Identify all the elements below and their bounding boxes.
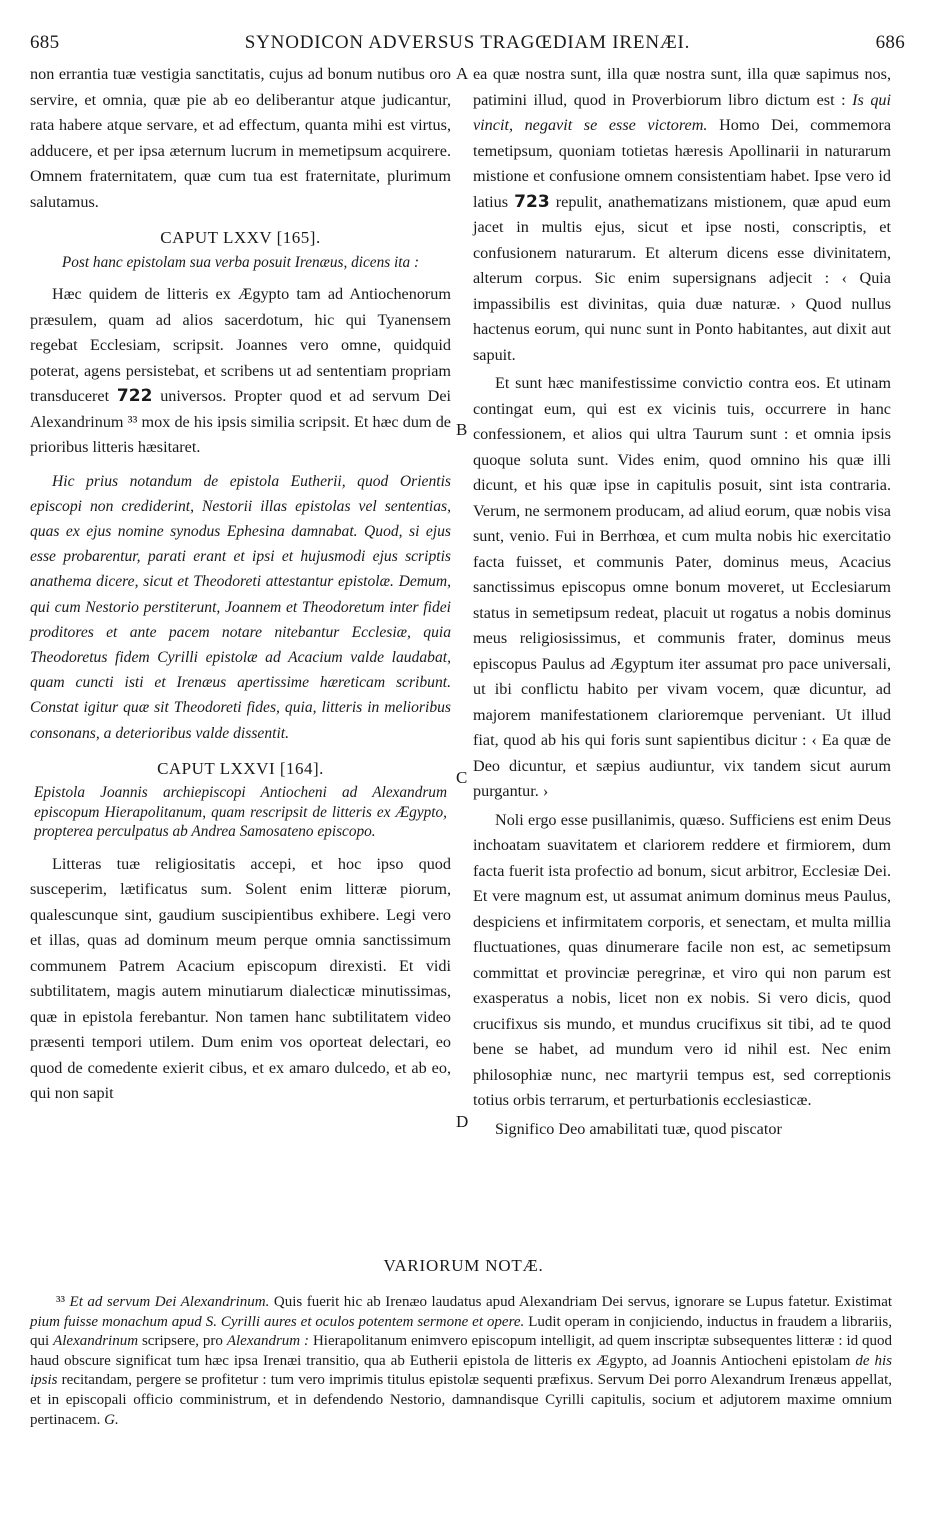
italic-run: Alexandrinum: [53, 1333, 139, 1350]
chapter-75-paragraph: [30, 282, 451, 461]
italic-run: de his ipsis: [30, 1352, 892, 1389]
page-number-right: 686: [875, 32, 905, 53]
footnote-number: ³³: [56, 1294, 65, 1310]
footnote-signature: G.: [104, 1411, 119, 1428]
text-run: scripsere, pro: [141, 1333, 223, 1350]
margin-letter-a: A: [456, 64, 469, 83]
marginal-number-723: 723: [514, 191, 550, 212]
italic-run: Alexandrum :: [226, 1333, 310, 1350]
chapter-76-title: CAPUT LXXVI [164].: [157, 758, 324, 778]
page-header: [30, 32, 905, 62]
right-paragraph-4: Significo Deo amabilitati tuæ, quod piscator: [495, 1119, 782, 1138]
footnote-lemma: Et ad servum Dei Alexandrinum.: [69, 1294, 270, 1310]
text-run: repulit, anathematizans mistionem, quæ apud eum jacet in multis ejus, sicut et ipse nosti, conscriptis, et confusionem naturarum. Et alterum dicens esse divinitatem, alterum corpus. Sic enim supersignans adjecit : ‹ Quia impassibilis est divinitas, quia duæ naturæ. › Quod nullus hactenus eorum, qui nunc sunt in Ponto habitantes, aut dixit aut sapuit.: [473, 192, 892, 364]
margin-letter-b: B: [456, 420, 468, 439]
running-title: SYNODICON ADVERSUS TRAGŒDIAM IRENÆI.: [244, 32, 691, 53]
text-run: Hæc quidem de litteris ex Ægypto tam ad Antiochenorum præsulem, quam ad alios sacerdotum, hic qui Tyanensem regebat Ecclesiam, scripsit. Joannes vero omne, quidquid poterat, agens persistebat, et scribens ut ad sententiam propriam transduceret: [30, 285, 451, 405]
right-column: [473, 62, 891, 1142]
italic-quote: Is qui vincit, negavit se esse victorem.: [473, 90, 892, 134]
chapter-75-title: CAPUT LXXV [165].: [160, 228, 321, 247]
text-run: Ludit operam in conjiciendo, inductus in fraudem a librariis, qui: [30, 1313, 893, 1350]
margin-letter-c: C: [456, 768, 468, 787]
italic-run: pium fuisse monachum apud S. Cyrilli aures et oculos potentem sermone et opere.: [30, 1313, 525, 1330]
text-run: universos. Propter quod et ad servum Dei Alexandrinum ³³ mox de his ipsis similia scripsit. Et hæc dum de prioribus litteris hæsitaret.: [30, 387, 452, 456]
right-paragraph-3: Noli ergo esse pusillanimis, quæso. Sufficiens est enim Deus inchoatam suavitatem et clariorem reddere et firmiorem, dum facta fuerit ista profectio ad bonum, sicut arbitror, Ecclesiæ Dei. Et vere magnum est, ut assumat animum dominus meus Paulus, despiciens et infirmitatem corporis, et senectam, et multa millia fluctuationes, quas dinumerare facile non est, ac semetipsum committat et provinciæ peregrinæ, et viro qui non parum est exasperatus a nobis, licet non ex nobis. Si vero dicis, quod crucifixus sis mundo, et mundus crucifixus sit tibi, ad te quod bene se habet, ad mundum vero id nihil est. Nec enim philosophiæ nunc, nec martyrii tempus est, sed correptionis totius orbis terrarum, et perturbationis ecclesiasticæ.: [473, 810, 891, 1109]
text-run: Quis fuerit hic ab Irenæo laudatus apud Alexandriam Dei servus, ignorare se Lupus fatetur. Existimat: [273, 1294, 893, 1310]
margin-letter-d: D: [456, 1112, 469, 1131]
chapter-76-subtitle: Epistola Joannis archiepiscopi Antiocheni ad Alexandrum episcopum Hierapolitanum, quam rescripsit de litteris ex Ægypto, propterea perculpatus ab Andrea Samosateno episcopo.: [34, 784, 447, 841]
footnote-33: [30, 1293, 892, 1430]
text-run: Hierapolitanum enimvero episcopum intelligit, ad quem inscriptæ subsequentes litteræ : id quod haud obscure significat tum hæc ipsa Irenæi transitio, qua ab Eutherii epistola de litteris ex Ægypto, ad Joannis Antiocheni epistolam: [30, 1333, 893, 1369]
right-paragraph-2: Et sunt hæc manifestissime convictio contra eos. Et utinam contingat eum, qui est ex vicinis tuis, occurrere in hanc confessionem, et alios qui ultra Taurum sunt : et omnia ipsis quoque soluta sunt. Vides enim, quod omnino his quæ illi dicunt, et his quæ ipse in capitulis posuit, sint ista contraria. Verum, ne sermonem producam, ad aliud eorum, quæ nobis visa sunt, venio. Fui in Berrhœa, et cum multa nobis hic exercitatio facta fuisset, et communis Pater, dominus meus, Acacius sanctissimus episcopus omne bonum moveret, ut Ecclesiarum status in semetipsum redeat, placuit ut rogatus a nobis dominus meus religiosissimus, et communis frater, dominus meus episcopus Paulus ad Ægyptum iter assumat pro pace universali, ut ibi conflictu habito per vivam vocem, quæ dicuntur, ad majorem manifestationem clarioremque perveniant. Ut illud fiat, quod ab his qui foris sunt sapientibus dicitur : ‹ Ea quæ de Deo dicuntur, et sæpius audiuntur, vix tandem sicut aurum purgantur. ›: [473, 374, 891, 800]
chapter-76-paragraph: Litteras tuæ religiositatis accepi, et hoc ipso quod susceperim, lætificatus sum. Solent enim litteræ piorum, qualescunque sint, gaudium suscipientibus exhibere. Legi vero et illas, quas ad dominum meum perque omnia sanctissimum communem Patrem Acacium episcopum direxisti. Et vidi subtilitatem, magis autem minutiarum dialecticæ minutissimas, quæ in epistola ferebantur. Non tamen hanc subtilitatem video præsenti tempori utilem. Dum enim vos oporteat delectari, eo quod de comedente exierit cibus, et ex amaro dulcedo, et ab eo, qui non sapit: [30, 854, 451, 1103]
right-paragraph-1: [473, 62, 891, 368]
chapter-75-subtitle: Post hanc epistolam sua verba posuit Irenæus, dicens ita :: [61, 253, 420, 271]
text-run: recitandam, pergere se profitetur : tum vero imprimis titulus epistolæ sequenti præfixus. Servum Dei porro Alexandrum Irenæus appellat, et in episcopali officio comministrum, et in defendendo Nestorio, damnandisque Cyrilli capitulis, socium et adjutorem maxime omnium pertinacem.: [30, 1372, 892, 1428]
editorial-note-italic: Hic prius notandum de epistola Eutherii, quod Orientis episcopi non crediderint, Nestorii illas epistolas vel sententias, quas ex ejus nomine synodus Ephesina damnabat. Quod, si ejus esse probarentur, parati erant et ipsi et hujusmodi ejus scriptis anathema dicere, sicut et Theodoreti attestantur epistolæ. Demum, qui cum Nestorio perstiterunt, Joannem et Theodoretum inter fidei proditores et ante pacem notare nitebantur Ecclesiæ, quia Theodoretus fidem Cyrilli epistolæ ad Acacium valde laudabat, quam cuncti isti et Irenæus apertissime hæreticam scribunt. Constat igitur quæ sit Theodoreti fides, quia, litteris in melioribus consonans, a deterioribus valde dissentit.: [30, 472, 451, 742]
footnotes: [30, 1293, 892, 1430]
notes-title: VARIORUM NOTÆ.: [383, 1256, 544, 1275]
marginal-number-722: 722: [116, 386, 153, 406]
text-run: Homo Dei, commemora temetipsum, quoniam totietas hæresis Apollinarii in naturarum mistione et confusione omnem consistentiam habet. Ipse vero id latius: [473, 116, 892, 211]
page-number-left: 685: [30, 32, 60, 53]
left-column: [30, 62, 451, 1107]
text-run: ea quæ nostra sunt, illa quæ nostra sunt, illa quæ sapimus nos, patimini illud, quod in Proverbiorum libro dictum est :: [473, 65, 891, 109]
continued-paragraph: non errantia tuæ vestigia sanctitatis, cujus ad bonum nutibus oro servire, et omnia, quæ pie ab eo deliberantur atque judicantur, rata habere atque servare, et ad effectum, quanta mihi est virtus, adducere, et per ipsa æternum lucrum in memetipsum acquirere. Omnem fraternitatem, quæ cum tua est fraternitate, plurimum salutamus.: [30, 65, 451, 211]
